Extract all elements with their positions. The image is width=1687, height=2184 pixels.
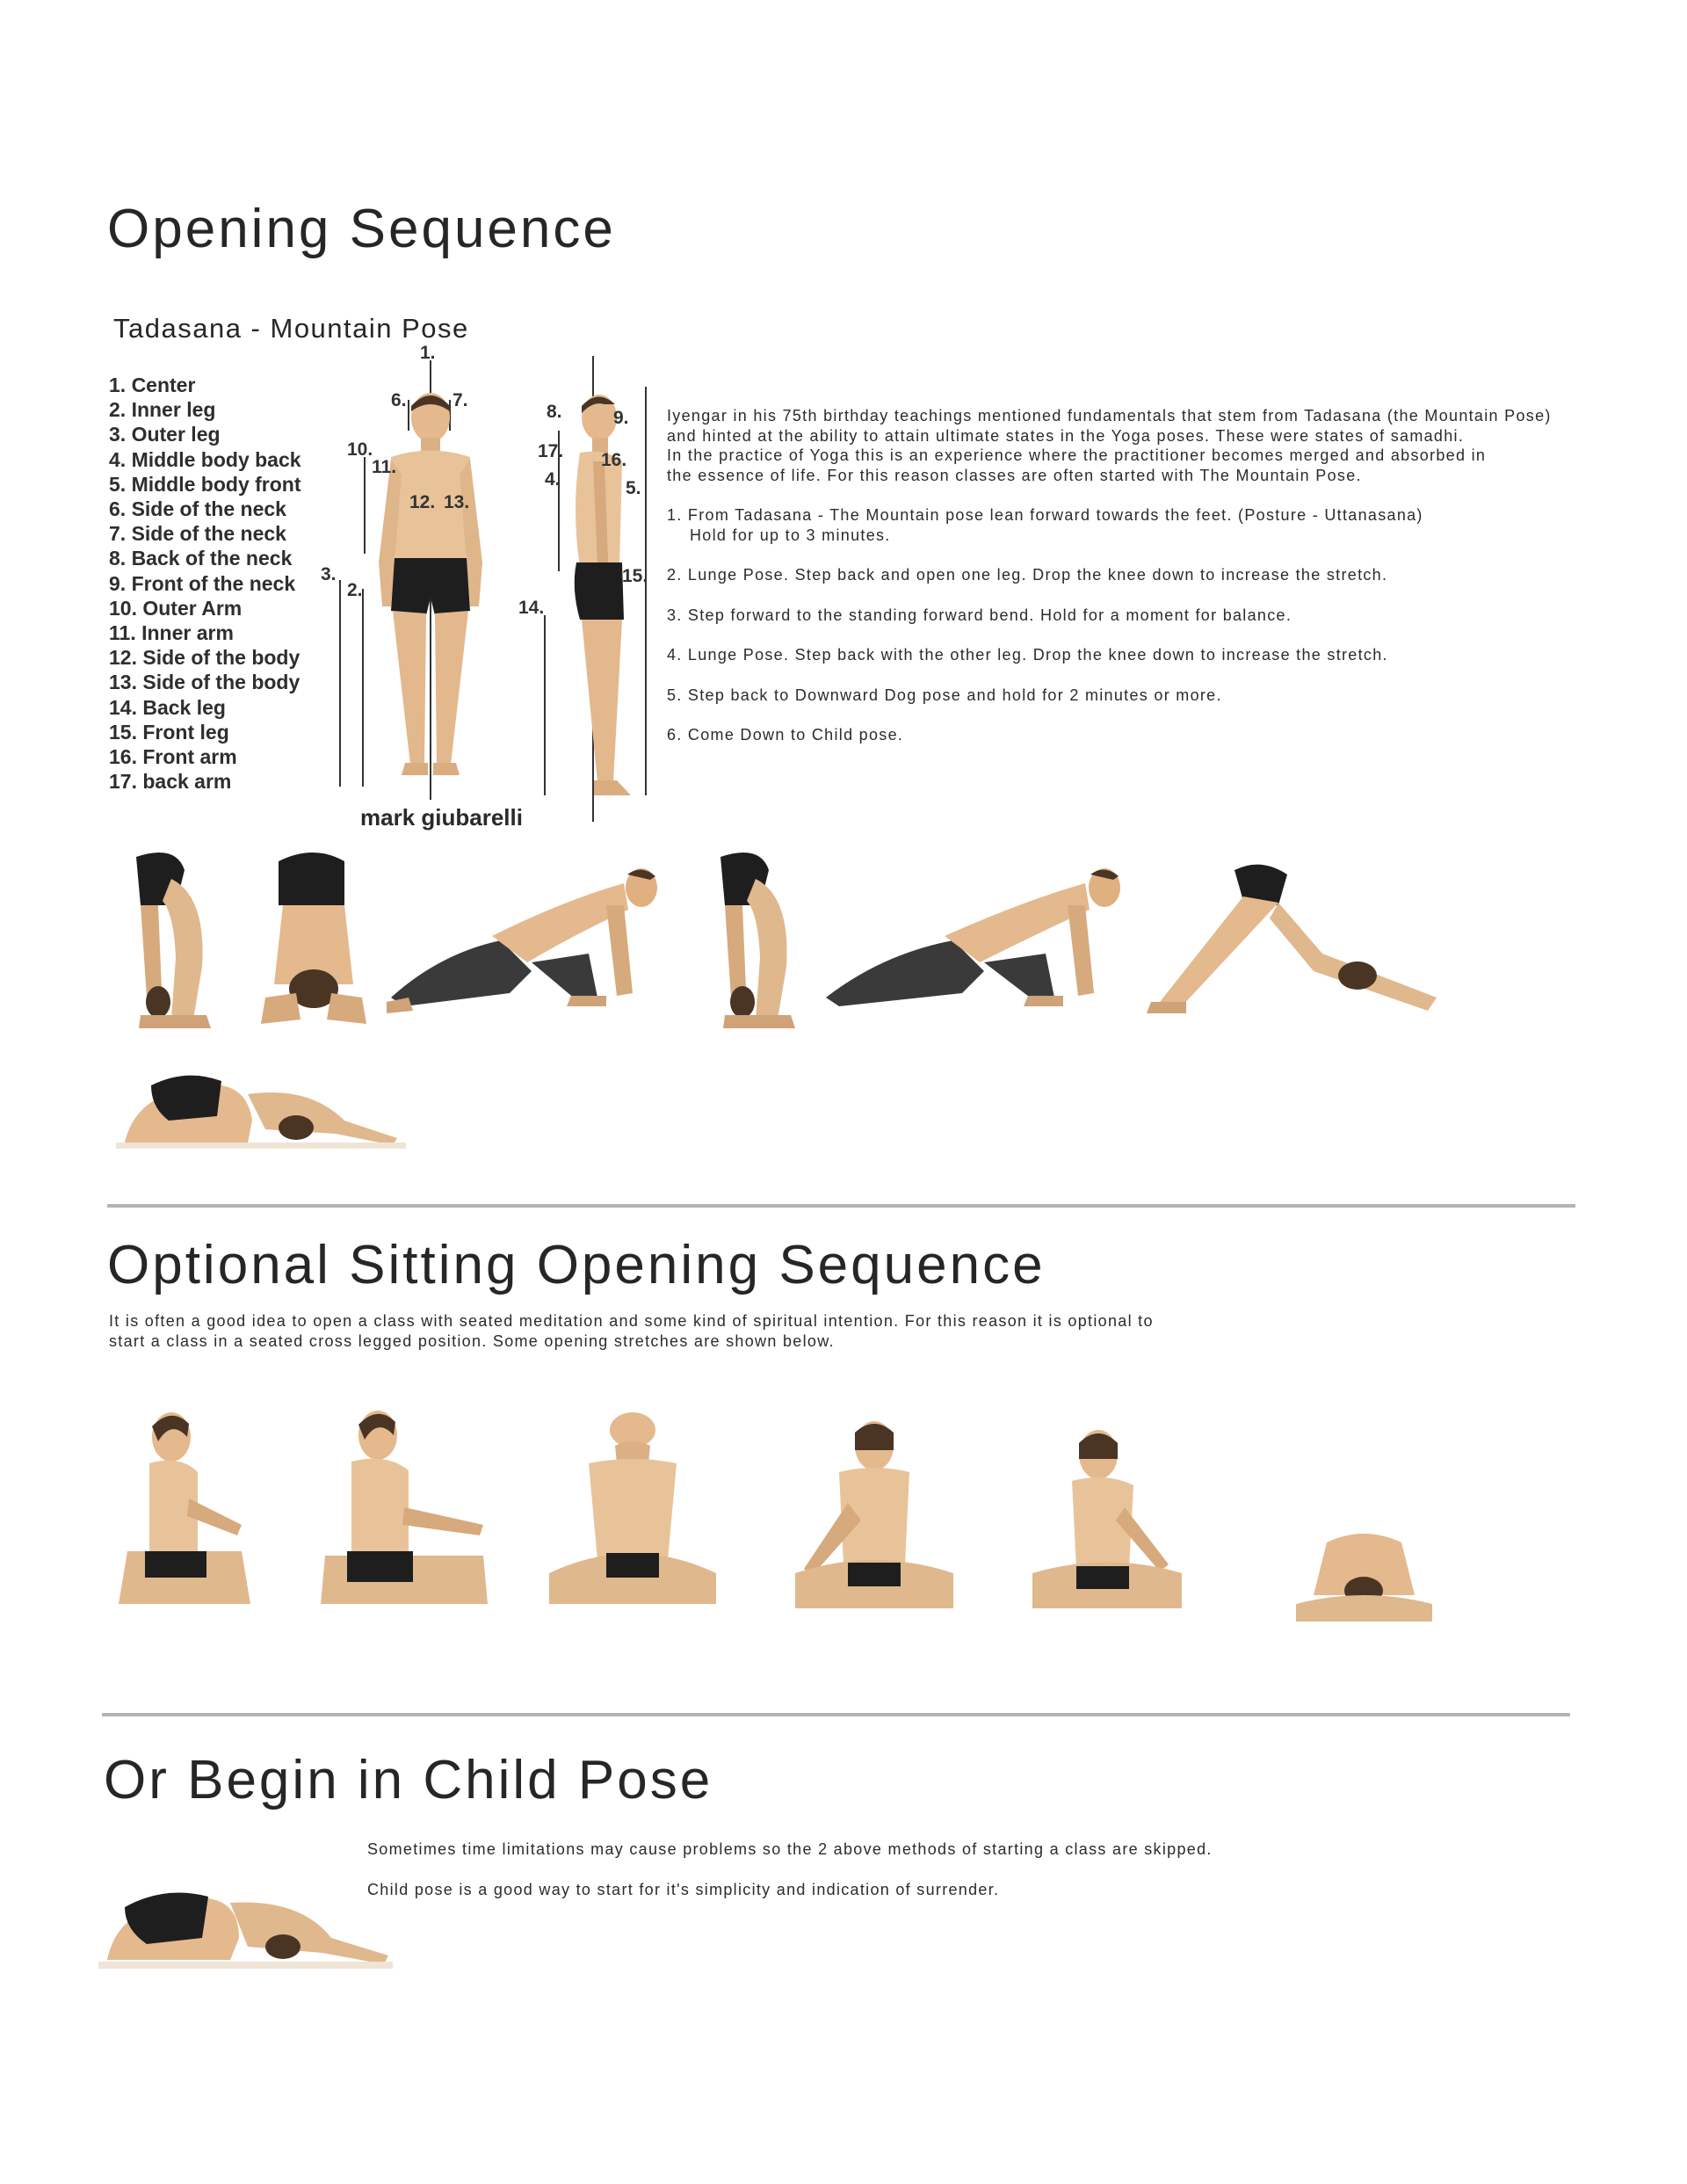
- legend-item: 3. Outer leg: [109, 423, 221, 446]
- section-divider: [107, 1204, 1575, 1208]
- legend-item: 12. Side of the body: [109, 646, 300, 670]
- legend-item: 10. Outer Arm: [109, 596, 243, 620]
- intro-line: and hinted at the ability to attain ultimate states in the Yoga poses. These were states of samadhi.: [667, 426, 1465, 445]
- legend-item: 4. Middle body back: [109, 447, 301, 471]
- legend-item: 7. Side of the neck: [109, 522, 286, 546]
- svg-text:9.: 9.: [613, 408, 629, 428]
- tadasana-front-figure: [321, 343, 532, 800]
- tadasana-subtitle: Tadasana - Mountain Pose: [113, 313, 469, 344]
- step-4: 4. Lunge Pose. Step back with the other leg. Drop the knee down to increase the stretch.: [667, 646, 1388, 664]
- seated-pose-photo-3: [536, 1402, 729, 1622]
- svg-text:11.: 11.: [372, 457, 397, 477]
- intro-line: In the practice of Yoga this is an experience where the practitioner becomes merged and absorbed in: [667, 446, 1487, 464]
- svg-text:14.: 14.: [518, 598, 545, 618]
- photo-credit: mark giubarelli: [360, 804, 523, 831]
- svg-text:15.: 15.: [622, 566, 648, 586]
- legend-item: 14. Back leg: [109, 695, 226, 719]
- seated-pose-photo-5: [1024, 1424, 1191, 1622]
- legend-item: 2. Inner leg: [109, 398, 216, 422]
- child-line: Child pose is a good way to start for it's simplicity and indication of surrender.: [367, 1880, 1000, 1898]
- svg-text:13.: 13.: [444, 492, 470, 512]
- child-pose-description: [367, 1839, 1213, 1899]
- legend-item: 1. Center: [109, 374, 196, 396]
- legend-item: 9. Front of the neck: [109, 571, 296, 595]
- forward-bend-photo: [123, 844, 224, 1037]
- alignment-legend: [109, 373, 301, 794]
- legend-item: 17. back arm: [109, 770, 232, 794]
- svg-text:4.: 4.: [545, 469, 561, 490]
- tadasana-side-figure: [518, 352, 659, 826]
- svg-text:5.: 5.: [626, 478, 641, 498]
- legend-item: 13. Side of the body: [109, 671, 300, 694]
- svg-text:12.: 12.: [409, 492, 436, 512]
- step-2: 2. Lunge Pose. Step back and open one leg. Drop the knee down to increase the stretch.: [667, 566, 1388, 584]
- section-title-child-pose: Or Begin in Child Pose: [104, 1750, 713, 1810]
- seated-pose-photo-2: [308, 1402, 501, 1622]
- forward-bend-photo-2: [707, 844, 808, 1037]
- step-3: 3. Step forward to the standing forward bend. Hold for a moment for balance.: [667, 606, 1292, 624]
- legend-item: 5. Middle body front: [109, 472, 301, 496]
- child-line: Sometimes time limitations may cause problems so the 2 above methods of starting a class are skipped.: [367, 1840, 1213, 1858]
- legend-item: 6. Side of the neck: [109, 497, 286, 521]
- svg-text:7.: 7.: [453, 390, 468, 410]
- svg-text:10.: 10.: [347, 439, 373, 460]
- lunge-photo: [387, 857, 668, 1015]
- tadasana-description: [667, 406, 1552, 765]
- svg-text:3.: 3.: [321, 564, 337, 584]
- svg-text:16.: 16.: [601, 450, 627, 470]
- child-pose-photo: [116, 1059, 406, 1151]
- svg-text:6.: 6.: [391, 390, 407, 410]
- forward-bend-front-photo: [257, 844, 371, 1037]
- section-title-opening: Opening Sequence: [107, 199, 616, 259]
- svg-text:1.: 1.: [420, 343, 436, 363]
- legend-item: 15. Front leg: [109, 720, 229, 744]
- legend-item: 8. Back of the neck: [109, 547, 293, 570]
- svg-text:8.: 8.: [547, 402, 562, 422]
- seated-pose-photo-1: [110, 1402, 259, 1622]
- child-pose-photo-large: [98, 1872, 393, 1973]
- intro-line: Iyengar in his 75th birthday teachings mentioned fundamentals that stem from Tadasana (the Mountain Pose): [667, 407, 1552, 424]
- step-6: 6. Come Down to Child pose.: [667, 726, 904, 744]
- downward-dog-photo: [1147, 857, 1463, 1019]
- svg-text:2.: 2.: [347, 580, 363, 600]
- svg-text:17.: 17.: [538, 441, 564, 461]
- seated-pose-photo-4: [786, 1415, 962, 1622]
- sitting-line: It is often a good idea to open a class with seated meditation and some kind of spiritual intention. For this reason it is optional to: [109, 1312, 1154, 1330]
- sitting-line: start a class in a seated cross legged position. Some opening stretches are shown below.: [109, 1331, 835, 1350]
- intro-line: the essence of life. For this reason classes are often started with The Mountain Pose.: [667, 466, 1362, 484]
- legend-item: 16. Front arm: [109, 745, 237, 769]
- step-5: 5. Step back to Downward Dog pose and hold for 2 minutes or more.: [667, 686, 1222, 704]
- step-1: [667, 505, 1552, 545]
- seated-forward-fold-photo: [1292, 1525, 1437, 1626]
- sitting-description: [109, 1311, 1154, 1351]
- lunge-photo-2: [822, 857, 1138, 1015]
- legend-item: 11. Inner arm: [109, 621, 234, 645]
- step-detail: Hold for up to 3 minutes.: [690, 526, 891, 544]
- section-title-sitting: Optional Sitting Opening Sequence: [107, 1235, 1046, 1295]
- step-text: 1. From Tadasana - The Mountain pose lean forward towards the feet. (Posture - Uttanasana): [667, 506, 1423, 524]
- section-divider: [102, 1713, 1570, 1716]
